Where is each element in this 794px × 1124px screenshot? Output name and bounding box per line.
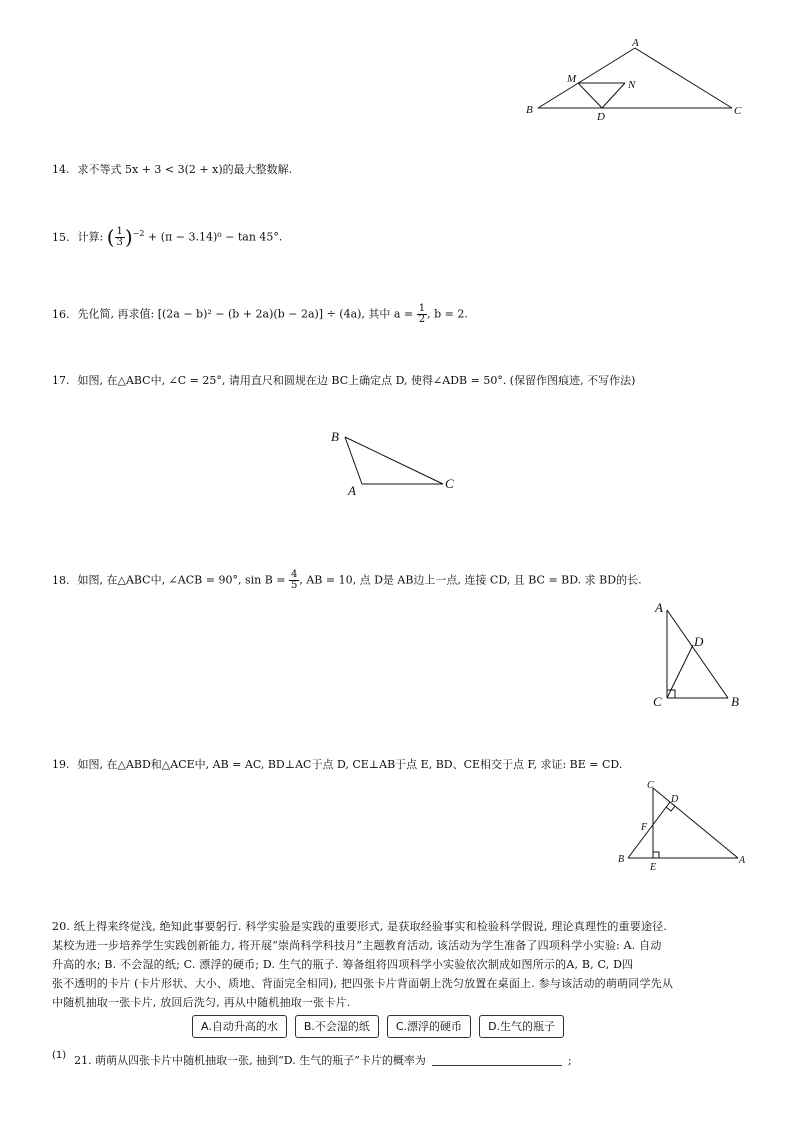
- fraction: $\frac{4}{5}$: [291, 569, 298, 591]
- triangle-figure-abc: [325, 425, 465, 500]
- question-16: [52, 304, 468, 325]
- card-c: C.漂浮的硬币: [387, 1015, 471, 1038]
- triangle-figure-mnd: [520, 36, 750, 126]
- label-b: B: [731, 694, 739, 709]
- label-c: C: [653, 694, 662, 709]
- paragraph-line: 20. 纸上得来终觉浅, 绝知此事要躬行. 科学实验是实践的重要形式, 是获取经验事实和检验科学假说, 理论真理性的重要途径.: [52, 920, 668, 933]
- question-part2: , AB = 10, 点 D是 AB边上一点, 连接 CD, 且 BC = BD. 求 BD的长.: [299, 573, 642, 587]
- intersecting-triangles-figure: [615, 778, 750, 876]
- label-d: D: [671, 794, 679, 805]
- question-number: 18.: [52, 573, 70, 587]
- right-triangle-figure: [650, 598, 750, 710]
- question-end: ;: [567, 1054, 572, 1067]
- card-b: B.不会湿的纸: [295, 1015, 379, 1038]
- paragraph-line: 张不透明的卡片 (卡片形状、大小、质地、背面完全相同), 把四张卡片背面朝上洗匀放置在桌面上. 参与该活动的萌萌同学先从: [52, 977, 674, 990]
- label-a: A: [348, 483, 356, 498]
- question-expression: [(2a − b)² − (b + 2a)(b − 2a)] ÷ (4a), 其中 a =: [157, 307, 414, 321]
- label-d: D: [694, 634, 704, 649]
- label-e: E: [650, 862, 657, 873]
- question-text: 21. 萌萌从四张卡片中随机抽取一张, 抽到“D. 生气的瓶子”卡片的概率为: [74, 1054, 426, 1067]
- card-d: D.生气的瓶子: [479, 1015, 564, 1038]
- question-text: 如图, 在△ABD和△ACE中, AB = AC, BD⊥AC于点 D, CE⊥AB于点 E, BD、CE相交于点 F, 求证: BE = CD.: [77, 758, 623, 771]
- label-b: B: [331, 429, 339, 444]
- question-21: [52, 1052, 572, 1068]
- label-b: B: [618, 854, 625, 865]
- question-tail: , b = 2.: [427, 307, 468, 321]
- question-14: [52, 162, 292, 177]
- sub-question-marker: (1): [52, 1050, 67, 1061]
- card-a: A.自动升高的水: [192, 1015, 287, 1038]
- label-a: A: [739, 855, 746, 866]
- label-n: N: [628, 79, 636, 91]
- fraction: $\frac{1}{2}$: [418, 303, 426, 325]
- paragraph-line: 某校为进一步培养学生实践创新能力, 将开展“崇尚科学科技月”主题教育活动, 该活动为学生准备了四项科学小实验: A. 自动: [52, 939, 662, 952]
- question-20: [52, 917, 752, 1012]
- label-m: M: [567, 73, 577, 85]
- question-text: 求不等式 5x + 3 < 3(2 + x)的最大整数解.: [77, 163, 293, 176]
- question-17: [52, 373, 635, 388]
- label-f: F: [641, 822, 648, 833]
- exponent: −2: [132, 229, 145, 238]
- fraction: $\frac{1}{3}$: [116, 226, 123, 249]
- paragraph-line: 升高的水; B. 不会湿的纸; C. 漂浮的硬币; D. 生气的瓶子. 筹备组将四项科学小实验依次制成如图所示的A, B, C, D四: [52, 958, 634, 971]
- question-number: 15.: [52, 230, 70, 244]
- question-15: 15. 计算: ( $\frac{1}{3}$ )$^{-2}$ + (π − 3.14)⁰ − tan 45°.: [52, 225, 283, 250]
- label-d: D: [597, 111, 605, 123]
- question-number: 19.: [52, 758, 70, 771]
- question-number: 14.: [52, 163, 70, 176]
- experiment-cards: [192, 1015, 564, 1038]
- label-c: C: [647, 780, 654, 791]
- label-a: A: [632, 37, 639, 49]
- question-part1: 如图, 在△ABC中, ∠ACB = 90°, sin B =: [77, 573, 286, 587]
- label-a: A: [655, 600, 663, 615]
- label-b: B: [526, 104, 533, 116]
- question-number: 16.: [52, 307, 70, 321]
- question-text: 如图, 在△ABC中, ∠C = 25°, 请用直尺和圆规在边 BC上确定点 D, 使得∠ADB = 50°. (保留作图痕迹, 不写作法): [77, 374, 636, 387]
- question-prefix: 先化简, 再求值:: [77, 307, 155, 321]
- question-prefix: 计算:: [77, 230, 104, 244]
- label-c: C: [734, 105, 742, 117]
- question-19: [52, 757, 622, 772]
- label-c: C: [445, 476, 454, 491]
- question-number: 17.: [52, 374, 70, 387]
- question-rest: + (π − 3.14)⁰ − tan 45°.: [148, 230, 283, 244]
- question-18: [52, 570, 642, 591]
- answer-blank[interactable]: [432, 1065, 562, 1066]
- paragraph-line: 中随机抽取一张卡片, 放回后洗匀, 再从中随机抽取一张卡片.: [52, 996, 351, 1009]
